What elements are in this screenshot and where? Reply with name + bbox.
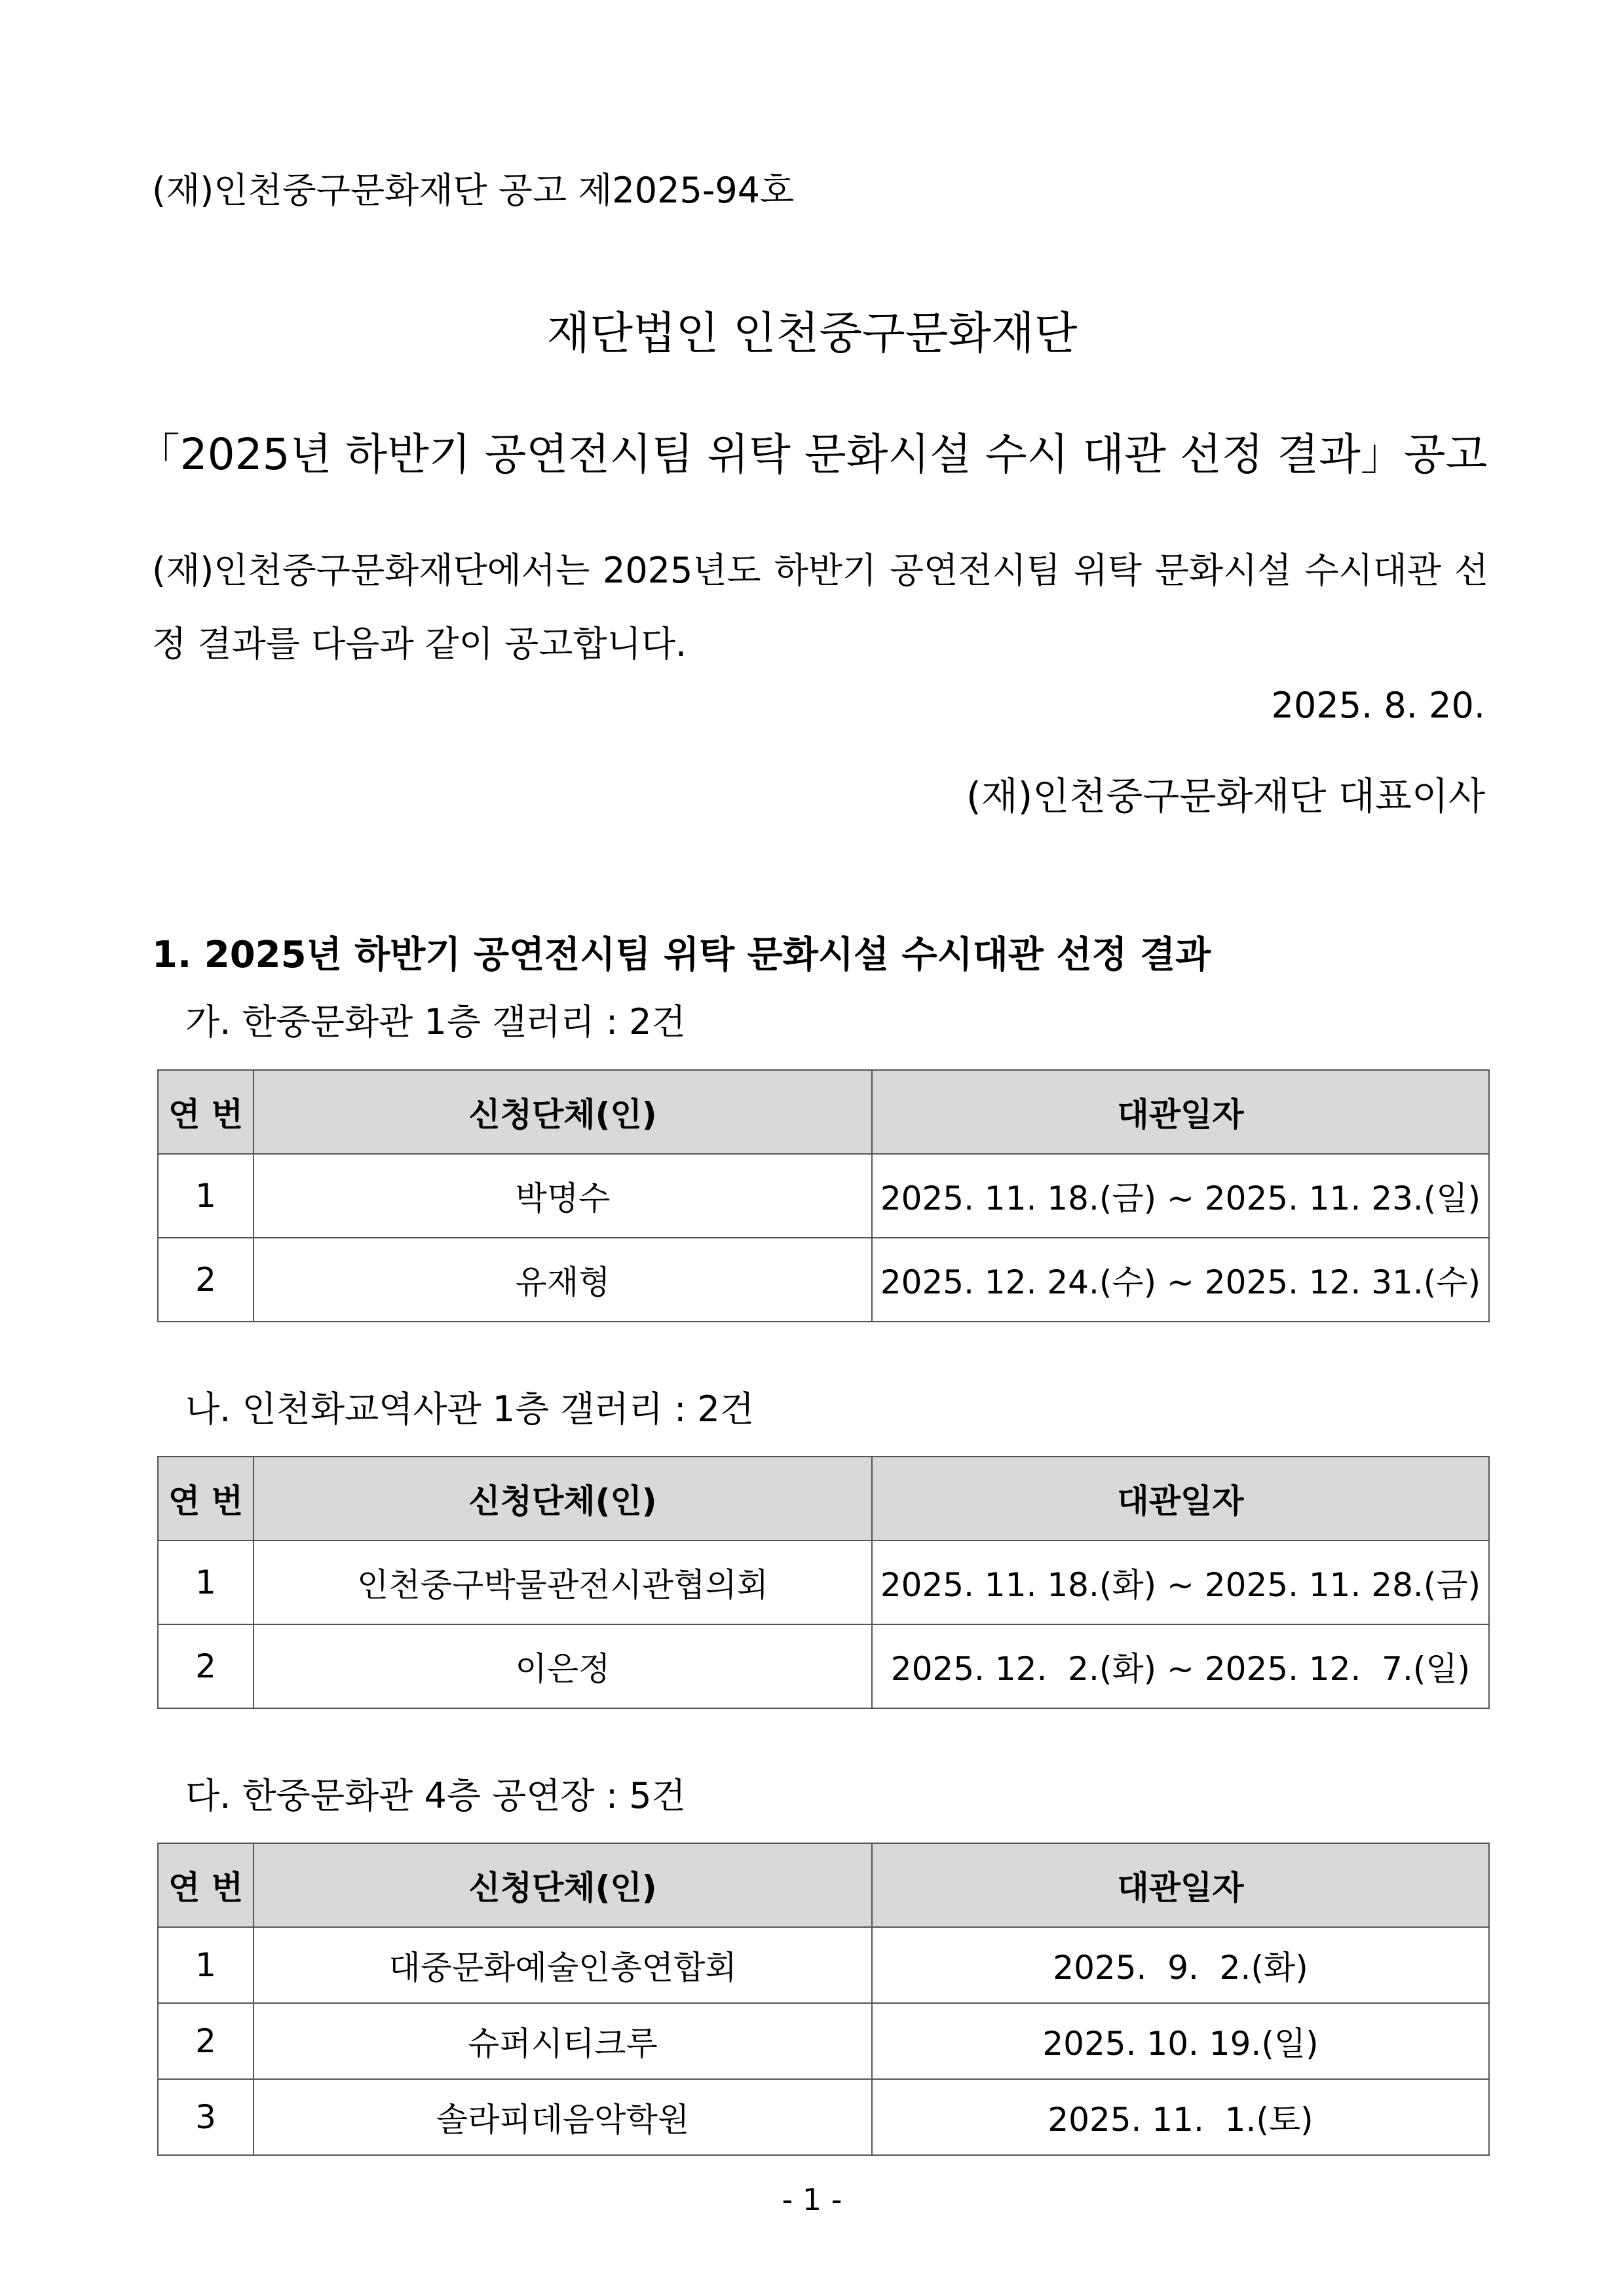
row-applicant: 대중문화예술인총연합회 [254,1927,872,2003]
page-number: - 1 - [782,2182,842,2217]
row-no: 2 [158,1238,254,1322]
row-date: 2025. 12. 24.(수) ~ 2025. 12. 31.(수) [872,1238,1489,1322]
row-date: 2025. 12. 2.(화) ~ 2025. 12. 7.(일) [872,1624,1489,1708]
header-applicant: 신청단체(인) [254,1457,872,1540]
table-header-row [158,1070,1489,1154]
notice-number: (재)인천중구문화재단 공고 제2025-94호 [152,170,795,211]
row-no: 2 [158,2003,254,2079]
header-applicant: 신청단체(인) [254,1843,872,1927]
row-no: 3 [158,2079,254,2155]
section-heading: 1. 2025년 하반기 공연전시팀 위탁 문화시설 수시대관 선정 결과 [152,934,1211,976]
row-applicant: 박명수 [254,1154,872,1238]
table-row [158,2079,1489,2155]
table-row [158,1540,1489,1624]
row-date: 2025. 10. 19.(일) [872,2003,1489,2079]
header-no: 연 번 [158,1070,254,1154]
table-row [158,2003,1489,2079]
row-no: 2 [158,1624,254,1708]
row-date: 2025. 9. 2.(화) [872,1927,1489,2003]
header-date: 대관일자 [872,1843,1489,1927]
row-applicant: 인천중구박물관전시관협의회 [254,1540,872,1624]
row-no: 1 [158,1540,254,1624]
subsection-title-gallery-hanjung: 가. 한중문화관 1층 갤러리 : 2건 [185,1001,686,1043]
table-row [158,1624,1489,1708]
announcement-title: 「2025년 하반기 공연전시팀 위탁 문화시설 수시 대관 선정 결과」공고 [136,429,1488,480]
table-row [158,1154,1489,1238]
results-table-gallery-chinese-history [157,1456,1490,1709]
row-applicant: 솔라피데음악학원 [254,2079,872,2155]
table-header-row [158,1457,1489,1540]
header-date: 대관일자 [872,1070,1489,1154]
signer: (재)인천중구문화재단 대표이사 [966,774,1485,818]
row-date: 2025. 11. 1.(토) [872,2079,1489,2155]
subsection-title-gallery-chinese-history: 나. 인천화교역사관 1층 갤러리 : 2건 [185,1388,755,1430]
table-header-row [158,1843,1489,1927]
header-date: 대관일자 [872,1457,1489,1540]
row-no: 1 [158,1154,254,1238]
header-applicant: 신청단체(인) [254,1070,872,1154]
subsection-title-theater: 다. 한중문화관 4층 공연장 : 5건 [185,1775,686,1816]
row-date: 2025. 11. 18.(금) ~ 2025. 11. 23.(일) [872,1154,1489,1238]
organization-title: 재단법인 인천중구문화재단 [546,308,1078,360]
header-no: 연 번 [158,1457,254,1540]
row-applicant: 유재형 [254,1238,872,1322]
table-row [158,1238,1489,1322]
announcement-date: 2025. 8. 20. [1271,685,1485,726]
row-no: 1 [158,1927,254,2003]
results-table-gallery-hanjung [157,1069,1490,1322]
row-date: 2025. 11. 18.(화) ~ 2025. 11. 28.(금) [872,1540,1489,1624]
table-row [158,1927,1489,2003]
results-table-theater [157,1843,1490,2156]
row-applicant: 슈퍼시티크루 [254,2003,872,2079]
row-applicant: 이은정 [254,1624,872,1708]
header-no: 연 번 [158,1843,254,1927]
announcement-body: (재)인천중구문화재단에서는 2025년도 하반기 공연전시팀 위탁 문화시설 수시대관 선정 결과를 다음과 같이 공고합니다. [152,550,1488,664]
